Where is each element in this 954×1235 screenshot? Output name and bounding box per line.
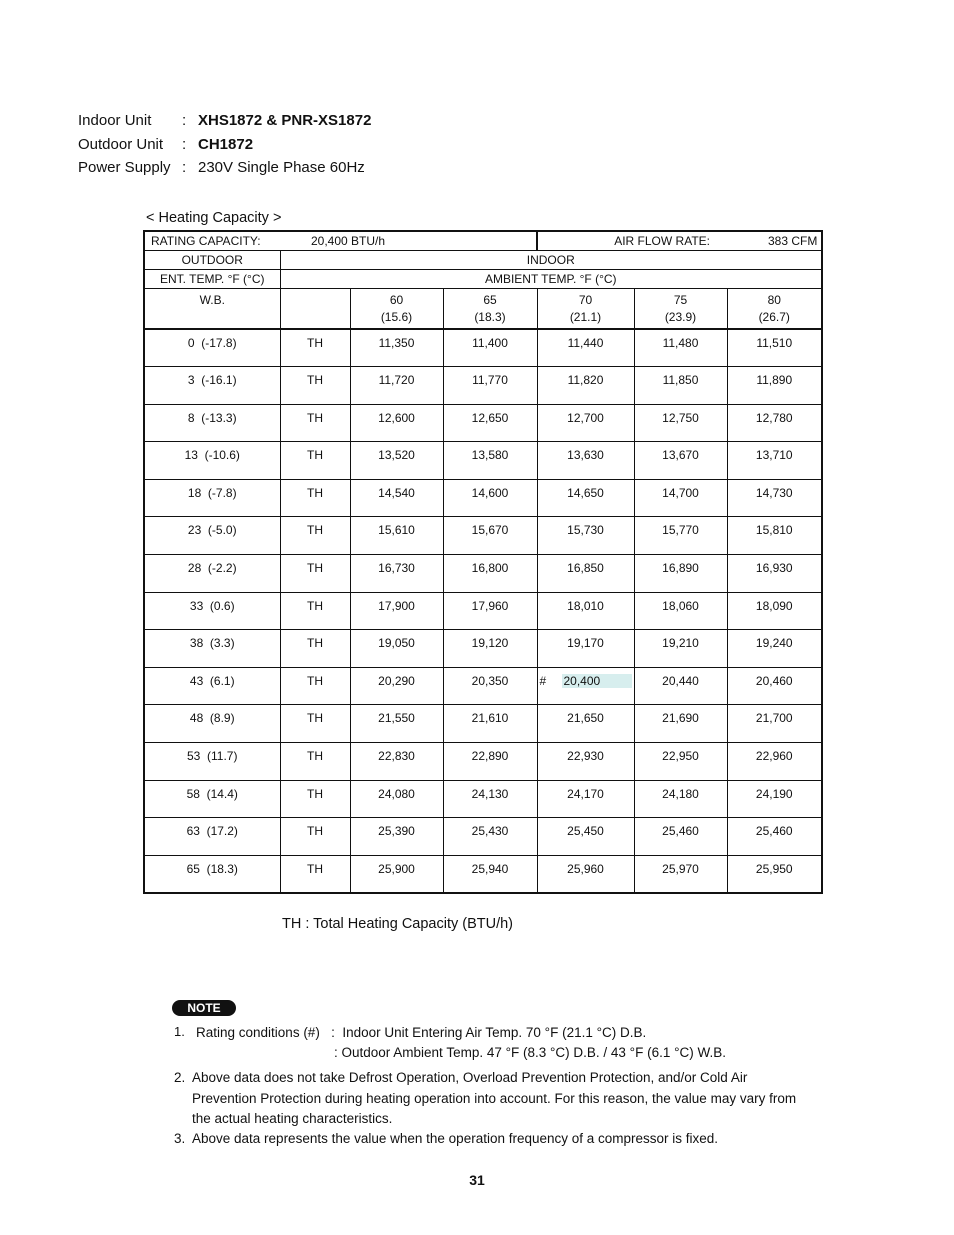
capacity-cell: 13,710 [727,442,822,480]
type-cell: TH [280,818,350,856]
indoor-temp-header [350,289,443,330]
indoor-unit-label: Indoor Unit [78,112,152,129]
capacity-cell: 15,810 [727,517,822,555]
indoor-temp-header [443,289,537,330]
air-flow-cell [537,231,822,251]
rating-capacity-value: 20,400 [311,234,348,248]
page-number: 31 [469,1172,485,1188]
table-row [144,479,822,517]
indoor-unit-value: XHS1872 & PNR-XS1872 [198,112,372,129]
type-cell: TH [280,329,350,367]
table-row [144,855,822,893]
capacity-cell: 18,060 [634,592,727,630]
outdoor-header: OUTDOOR [144,251,280,270]
capacity-cell: 25,450 [537,818,634,856]
capacity-cell: 14,650 [537,479,634,517]
outdoor-temp-cell: 38 (3.3) [144,630,280,668]
table-row [144,517,822,555]
capacity-cell: 25,390 [350,818,443,856]
type-cell: TH [280,442,350,480]
capacity-cell: 12,750 [634,404,727,442]
capacity-cell: 11,480 [634,329,727,367]
capacity-cell: 12,650 [443,404,537,442]
heating-capacity-table [143,230,823,894]
capacity-cell: 18,090 [727,592,822,630]
capacity-cell: 16,930 [727,555,822,593]
outdoor-temp-cell: 48 (8.9) [144,705,280,743]
note-3-number: 3. [174,1131,186,1146]
capacity-cell: 20,290 [350,667,443,705]
capacity-cell: 15,670 [443,517,537,555]
outdoor-temp-cell: 0 (-17.8) [144,329,280,367]
note-2 [174,1068,814,1130]
colon: : [182,159,187,176]
indoor-temp-c: (15.6) [380,310,413,324]
indoor-temp-header [537,289,634,330]
outdoor-temp-cell: 53 (11.7) [144,743,280,781]
capacity-cell: 14,730 [727,479,822,517]
rating-capacity-unit: BTU/h [351,234,386,248]
capacity-cell: 12,780 [727,404,822,442]
capacity-cell: 22,930 [537,743,634,781]
type-cell: TH [280,367,350,405]
capacity-cell: 22,890 [443,743,537,781]
type-cell: TH [280,555,350,593]
air-flow-value: 383 [767,234,788,248]
capacity-cell: 20,350 [443,667,537,705]
capacity-cell: 25,460 [727,818,822,856]
outdoor-temp-cell: 3 (-16.1) [144,367,280,405]
capacity-cell: 19,120 [443,630,537,668]
outdoor-temp-cell: 28 (-2.2) [144,555,280,593]
capacity-cell: 24,130 [443,780,537,818]
table-row [144,818,822,856]
capacity-cell: 25,430 [443,818,537,856]
blank-header [280,289,350,330]
outdoor-temp-cell: 65 (18.3) [144,855,280,893]
capacity-cell: 21,690 [634,705,727,743]
table-row [144,630,822,668]
rating-mark: # [539,673,547,688]
capacity-cell: 17,900 [350,592,443,630]
outdoor-temp-cell: 8 (-13.3) [144,404,280,442]
note-badge: NOTE [172,1000,236,1016]
power-supply-label: Power Supply [78,159,171,176]
note-1-number: 1. [174,1024,185,1039]
air-flow-unit: CFM [791,234,818,248]
indoor-temp-header [727,289,822,330]
capacity-cell: 19,210 [634,630,727,668]
capacity-cell: 21,650 [537,705,634,743]
capacity-cell: 13,580 [443,442,537,480]
capacity-cell: 11,820 [537,367,634,405]
capacity-cell: 12,700 [537,404,634,442]
capacity-cell: 24,170 [537,780,634,818]
type-cell: TH [280,630,350,668]
note-3 [174,1129,814,1150]
legend-text: TH : Total Heating Capacity (BTU/h) [282,916,514,932]
table-row [144,442,822,480]
indoor-temp-header [634,289,727,330]
colon: : [182,136,187,153]
capacity-cell: 11,890 [727,367,822,405]
table-row [144,705,822,743]
rating-capacity-cell [144,231,537,251]
indoor-temp-f: 60 [389,293,404,307]
table-row [144,592,822,630]
capacity-cell: 16,890 [634,555,727,593]
capacity-cell: 11,770 [443,367,537,405]
table-row [144,780,822,818]
type-cell: TH [280,743,350,781]
note-1-line-2: : Outdoor Ambient Temp. 47 °F (8.3 °C) D.B. / 43 °F (6.1 °C) W.B. [334,1045,726,1060]
note-2-number: 2. [174,1070,186,1085]
type-cell: TH [280,667,350,705]
indoor-temp-c: (26.7) [758,310,790,324]
capacity-cell: 22,950 [634,743,727,781]
capacity-cell: 13,520 [350,442,443,480]
capacity-cell: 18,010 [537,592,634,630]
indoor-temp-c: (18.3) [474,310,506,324]
type-cell: TH [280,705,350,743]
wb-header: W.B. [144,289,280,330]
outdoor-unit-value: CH1872 [198,136,254,153]
indoor-temp-c: (21.1) [569,310,602,324]
outdoor-unit-line [78,136,253,153]
capacity-cell: 20,460 [727,667,822,705]
capacity-cell: 16,730 [350,555,443,593]
capacity-cell: 19,240 [727,630,822,668]
capacity-cell: 13,670 [634,442,727,480]
outdoor-unit-label: Outdoor Unit [78,136,164,153]
capacity-cell: 13,630 [537,442,634,480]
table-row [144,367,822,405]
capacity-cell [537,667,634,705]
type-cell: TH [280,780,350,818]
capacity-cell: 24,190 [727,780,822,818]
capacity-cell: 14,540 [350,479,443,517]
capacity-cell: 11,440 [537,329,634,367]
capacity-cell: 25,960 [537,855,634,893]
capacity-cell: 11,400 [443,329,537,367]
outdoor-temp-cell: 63 (17.2) [144,818,280,856]
table-row [144,329,822,367]
capacity-cell: 15,770 [634,517,727,555]
type-cell: TH [280,404,350,442]
capacity-cell: 15,730 [537,517,634,555]
indoor-temp-f: 80 [767,293,781,307]
note-1-line-1: Rating conditions (#) : Indoor Unit Entering Air Temp. 70 °F (21.1 °C) D.B. [196,1025,647,1040]
capacity-cell: 24,180 [634,780,727,818]
indoor-temp-c: (23.9) [664,310,697,324]
capacity-cell: 25,950 [727,855,822,893]
capacity-cell: 16,800 [443,555,537,593]
capacity-cell: 11,720 [350,367,443,405]
capacity-cell: 14,700 [634,479,727,517]
capacity-cell: 21,550 [350,705,443,743]
capacity-cell: 19,170 [537,630,634,668]
capacity-cell: 24,080 [350,780,443,818]
indoor-unit-line [78,112,371,129]
type-cell: TH [280,479,350,517]
capacity-cell: 25,460 [634,818,727,856]
outdoor-temp-cell: 33 (0.6) [144,592,280,630]
note-3-text: Above data represents the value when the operation frequency of a compressor is fixed. [192,1131,719,1146]
table-caption: < Heating Capacity > [146,210,282,226]
indoor-temp-f: 70 [578,293,593,307]
indoor-temp-f: 75 [673,293,688,307]
type-cell: TH [280,592,350,630]
capacity-cell: 17,960 [443,592,537,630]
capacity-cell: 16,850 [537,555,634,593]
note-2-text: Above data does not take Defrost Operation, Overload Prevention Protection, and/or Cold Air Prevention Protection during heating operation into account. For this reason, the value may vary from the actual heating characteristics. [192,1070,797,1126]
capacity-cell: 19,050 [350,630,443,668]
power-supply-line [78,159,365,176]
capacity-cell: 11,850 [634,367,727,405]
table-row [144,404,822,442]
outdoor-temp-cell: 43 (6.1) [144,667,280,705]
capacity-cell: 11,510 [727,329,822,367]
indoor-temp-f: 65 [483,293,497,307]
air-flow-label: AIR FLOW RATE: [614,234,710,248]
indoor-header: INDOOR [280,251,822,270]
table-row [144,743,822,781]
capacity-cell: 11,350 [350,329,443,367]
capacity-cell: 22,830 [350,743,443,781]
capacity-cell: 25,970 [634,855,727,893]
capacity-cell: 25,940 [443,855,537,893]
capacity-cell: 21,610 [443,705,537,743]
capacity-cell: 20,440 [634,667,727,705]
capacity-cell: 21,700 [727,705,822,743]
rating-capacity-label: RATING CAPACITY: [151,234,261,248]
rating-highlight-value: 20,400 [562,674,632,688]
capacity-cell: 14,600 [443,479,537,517]
capacity-cell: 12,600 [350,404,443,442]
ambient-temp-header: AMBIENT TEMP. °F (°C) [280,270,822,289]
power-supply-value: 230V Single Phase 60Hz [198,159,365,176]
colon: : [182,112,187,129]
type-cell: TH [280,855,350,893]
outdoor-temp-cell: 13 (-10.6) [144,442,280,480]
capacity-cell: 15,610 [350,517,443,555]
type-cell: TH [280,517,350,555]
outdoor-temp-cell: 18 (-7.8) [144,479,280,517]
outdoor-temp-cell: 23 (-5.0) [144,517,280,555]
outdoor-temp-cell: 58 (14.4) [144,780,280,818]
table-row [144,555,822,593]
table-row [144,667,822,705]
capacity-cell: 22,960 [727,743,822,781]
ent-temp-header: ENT. TEMP. °F (°C) [144,270,280,289]
capacity-cell: 25,900 [350,855,443,893]
